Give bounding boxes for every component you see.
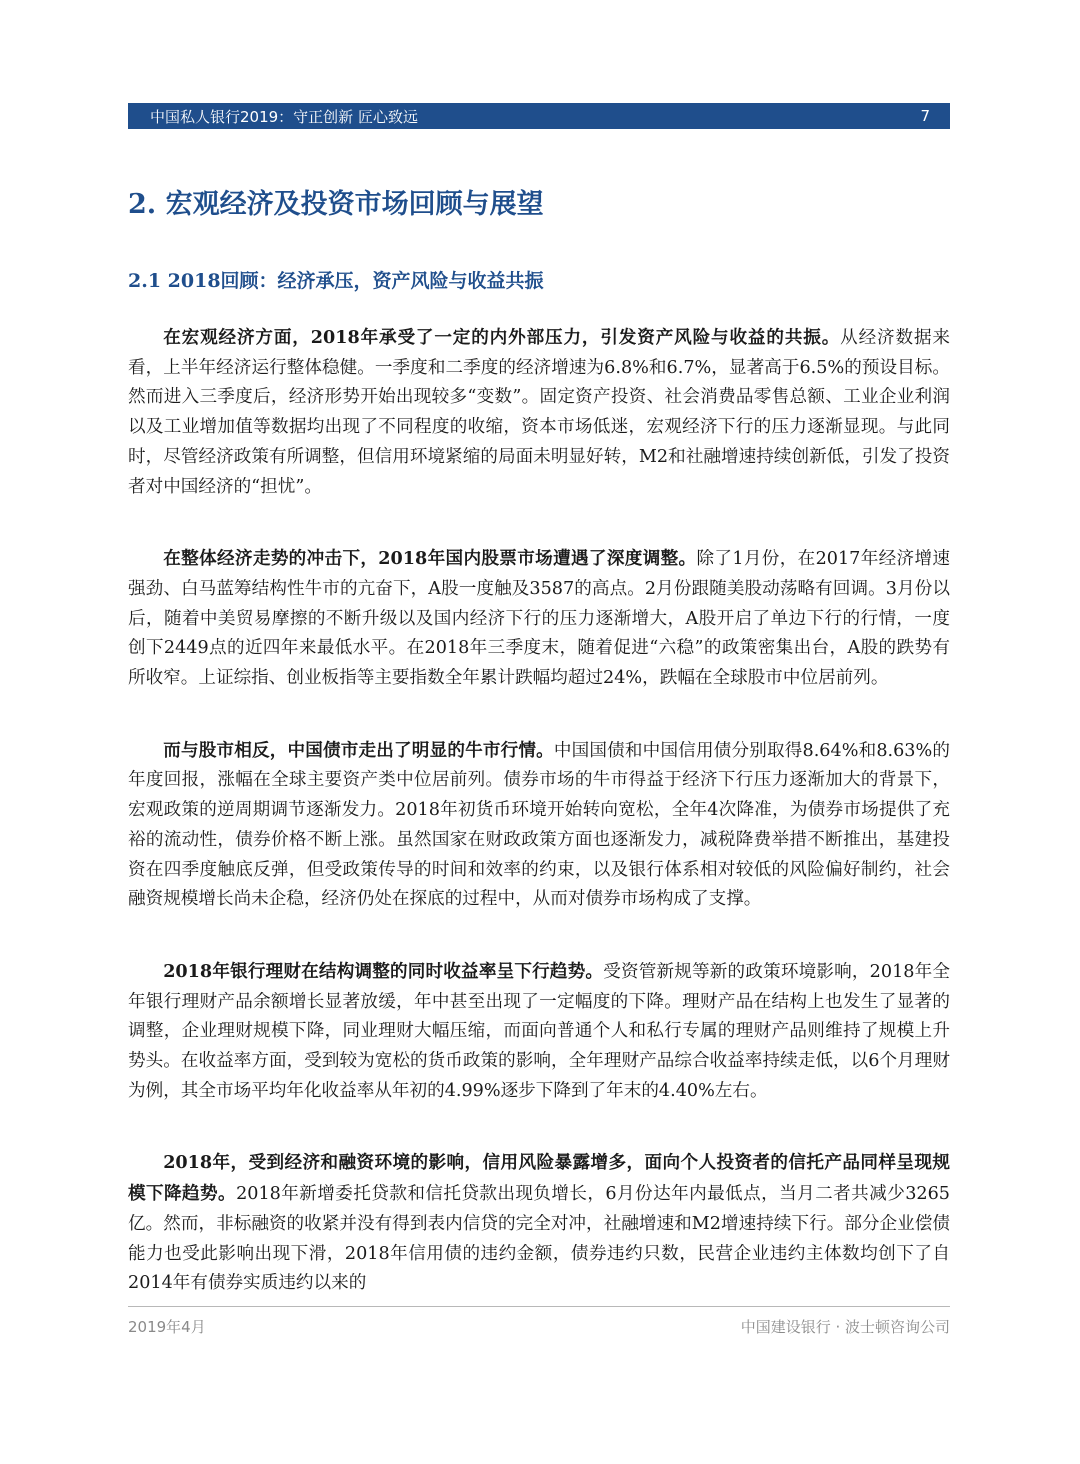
footer-publisher: 中国建设银行 · 波士顿咨询公司: [740, 1318, 950, 1336]
paragraph-lead: 在整体经济走势的冲击下，2018年国内股票市场遭遇了深度调整。: [163, 548, 697, 570]
paragraph-lead: 在宏观经济方面，2018年承受了一定的内外部压力，引发资产风险与收益的共振。: [163, 327, 841, 348]
page-number: 7: [920, 107, 930, 125]
paragraph-bank-wealth-management: [128, 957, 950, 1107]
header-title: 中国私人银行2019：守正创新 匠心致远: [150, 107, 418, 126]
paragraph-stock-market: [128, 544, 950, 694]
footer-date: 2019年4月: [128, 1318, 206, 1336]
paragraph-lead: 而与股市相反，中国债市走出了明显的牛市行情。: [163, 739, 554, 761]
section-title: 2. 宏观经济及投资市场回顾与展望: [128, 189, 544, 220]
page-footer: [128, 1316, 950, 1337]
paragraph-body: 2018年新增委托贷款和信托贷款出现负增长，6月份达年内最低点，当月二者共减少3265亿。然而，非标融资的收紧并没有得到表内信贷的完全对冲，社融增速和M2增速持续下行。部分企业偿债能力也受此影响出现下滑，2018年信用债的违约金额，债券违约只数，民营企业违约主体数均创下了自2014年有债券实质违约以来的: [128, 1184, 950, 1294]
paragraph-macro-economy: [128, 323, 950, 502]
paragraph-trust-products: [128, 1148, 950, 1299]
running-header: [128, 103, 950, 129]
paragraph-bond-market: [128, 736, 950, 915]
paragraph-body: 受资管新规等新的政策环境影响，2018年全年银行理财产品余额增长显著放缓，年中甚至出现了一定幅度的下降。理财产品在结构上也发生了显著的调整，企业理财规模下降，同业理财大幅压缩，而面向普通个人和私行专属的理财产品则维持了规模上升势头。在收益率方面，受到较为宽松的货币政策的影响，全年理财产品综合收益率持续走低，以6个月理财为例，其全市场平均年化收益率从年初的4.99%逐步下降到了年末的4.40%左右。: [128, 961, 950, 1101]
paragraph-body: 中国国债和中国信用债分别取得8.64%和8.63%的年度回报，涨幅在全球主要资产类中位居前列。债券市场的牛市得益于经济下行压力逐渐加大的背景下，宏观政策的逆周期调节逐渐发力。2018年初货币环境开始转向宽松，全年4次降准，为债券市场提供了充裕的流动性，债券价格不断上涨。虽然国家在财政政策方面也逐渐发力，减税降费举措不断推出，基建投资在四季度触底反弹，但受政策传导的时间和效率的约束，以及银行体系相对较低的风险偏好制约，社会融资规模增长尚未企稳，经济仍处在探底的过程中，从而对债券市场构成了支撑。: [128, 740, 950, 910]
subsection-title: 2.1 2018回顾：经济承压，资产风险与收益共振: [128, 270, 544, 292]
paragraph-lead: 2018年，受到经济和融资环境的影响，信用风险暴露增多，面向个人投资者的信托产品同样呈现规模下降趋势。: [128, 1152, 950, 1205]
footer-divider: [128, 1306, 950, 1307]
body-text: [128, 323, 950, 1341]
paragraph-body: 除了1月份，在2017年经济增速强劲、白马蓝筹结构性牛市的亢奋下，A股一度触及3587的高点。2月份跟随美股动荡略有回调。3月份以后，随着中美贸易摩擦的不断升级以及国内经济下行的压力逐渐增大，A股开启了单边下行的行情，一度创下2449点的近四年来最低水平。在2018年三季度末，随着促进“六稳”的政策密集出台，A股的跌势有所收窄。上证综指、创业板指等主要指数全年累计跌幅均超过24%，跌幅在全球股市中位居前列。: [128, 549, 950, 689]
paragraph-lead: 2018年银行理财在结构调整的同时收益率呈下行趋势。: [163, 960, 604, 982]
paragraph-body: 从经济数据来看，上半年经济运行整体稳健。一季度和二季度的经济增速为6.8%和6.7%，显著高于6.5%的预设目标。然而进入三季度后，经济形势开始出现较多“变数”。固定资产投资、社会消费品零售总额、工业企业利润以及工业增加值等数据均出现了不同程度的收缩，资本市场低迷，宏观经济下行的压力逐渐显现。与此同时，尽管经济政策有所调整，但信用环境紧缩的局面未明显好转，M2和社融增速持续创新低，引发了投资者对中国经济的“担忧”。: [128, 328, 950, 497]
